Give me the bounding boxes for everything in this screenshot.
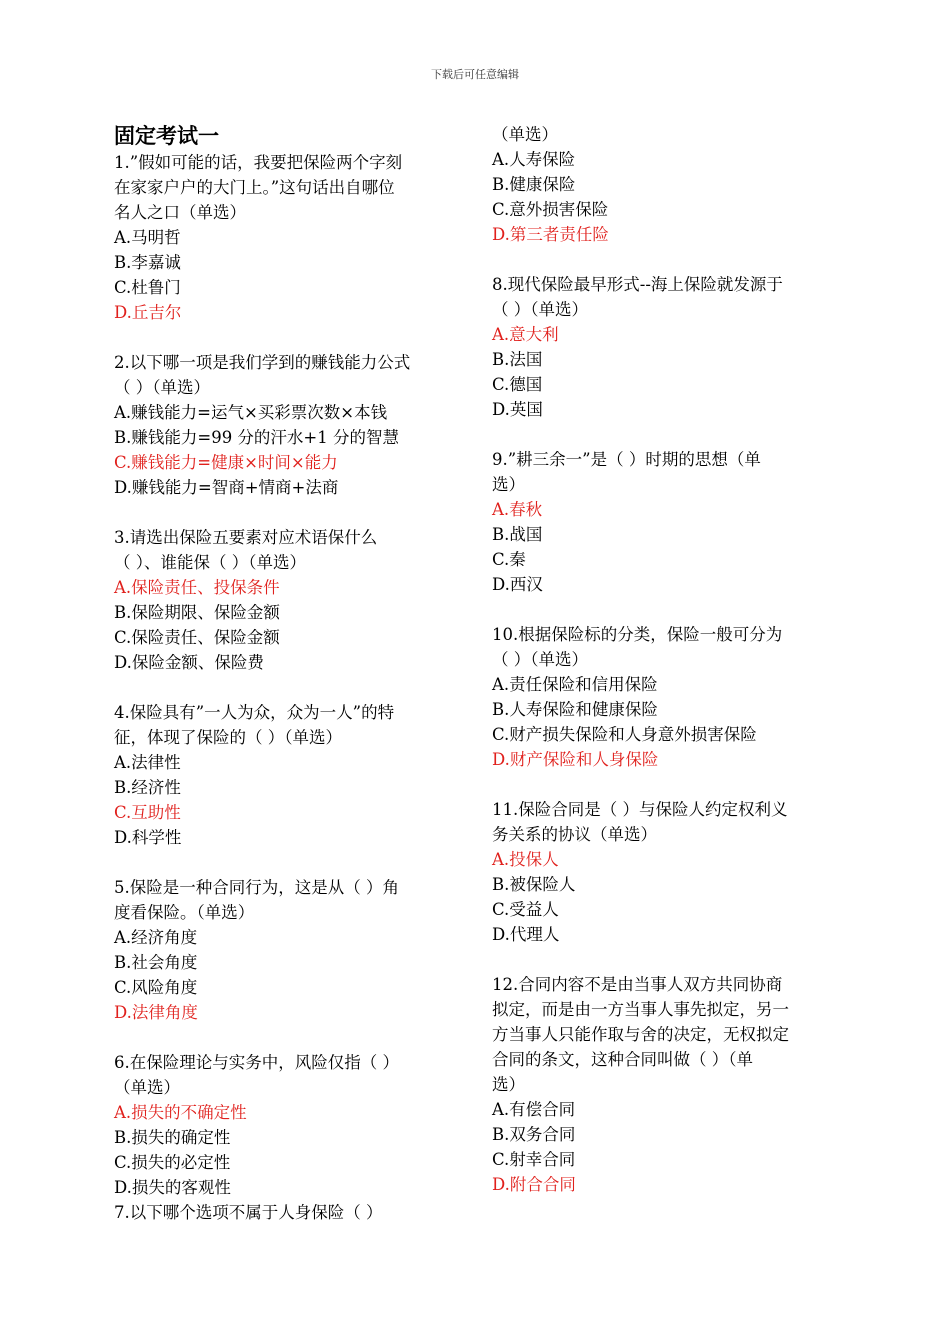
answer-option: A.人寿保险 — [492, 150, 576, 169]
answer-option-correct: A.投保人 — [492, 850, 559, 869]
answer-option: B.双务合同 — [492, 1125, 576, 1144]
question-stem-line: （ ）（单选） — [492, 650, 588, 669]
answer-option: B.赚钱能力=99 分的汗水+1 分的智慧 — [114, 428, 400, 447]
question-7-stem — [114, 1200, 460, 1225]
question-stem-line: 选） — [492, 475, 525, 494]
question-stem-line: 度看保险。（单选） — [114, 903, 255, 922]
question-2 — [114, 350, 460, 500]
answer-option: A.责任保险和信用保险 — [492, 675, 658, 694]
answer-option-correct: D.第三者责任险 — [492, 225, 609, 244]
question-5 — [114, 875, 460, 1025]
question-stem-line: 7.以下哪个选项不属于人身保险（ ） — [114, 1203, 383, 1222]
answer-option: A.有偿合同 — [492, 1100, 576, 1119]
answer-option: B.损失的确定性 — [114, 1128, 231, 1147]
answer-option: B.保险期限、保险金额 — [114, 603, 280, 622]
question-7-rest — [492, 122, 838, 247]
question-stem-line: 11.保险合同是（ ）与保险人约定权利义 — [492, 800, 788, 819]
question-1 — [114, 150, 460, 325]
answer-option: C.意外损害保险 — [492, 200, 609, 219]
question-stem-line: 拟定，而是由一方当事人事先拟定，另一 — [492, 1000, 789, 1019]
answer-option: B.健康保险 — [492, 175, 576, 194]
question-stem-line: （ ）（单选） — [492, 300, 588, 319]
question-stem-line: 9.”耕三余一”是（ ）时期的思想（单 — [492, 450, 761, 469]
answer-option-correct: D.法律角度 — [114, 1003, 198, 1022]
page-header-note: 下载后可任意编辑 — [431, 68, 519, 81]
question-stem-line: 12.合同内容不是由当事人双方共同协商 — [492, 975, 783, 994]
right-column — [492, 122, 838, 1197]
question-stem-line: （单选） — [492, 125, 558, 144]
answer-option: B.战国 — [492, 525, 543, 544]
answer-option: B.被保险人 — [492, 875, 576, 894]
answer-option: D.西汉 — [492, 575, 543, 594]
question-stem-line: 方当事人只能作取与舍的决定，无权拟定 — [492, 1025, 789, 1044]
answer-option: C.秦 — [492, 550, 526, 569]
question-stem-line: 在家家户户的大门上。”这句话出自哪位 — [114, 178, 395, 197]
answer-option: A.赚钱能力=运气×买彩票次数×本钱 — [114, 403, 388, 422]
question-stem-line: 4.保险具有”一人为众，众为一人”的特 — [114, 703, 395, 722]
answer-option: C.损失的必定性 — [114, 1153, 231, 1172]
question-stem-line: 1.”假如可能的话，我要把保险两个字刻 — [114, 153, 403, 172]
answer-option: C.德国 — [492, 375, 543, 394]
answer-option-correct: A.保险责任、投保条件 — [114, 578, 280, 597]
answer-option: A.经济角度 — [114, 928, 198, 947]
answer-option: D.英国 — [492, 400, 543, 419]
question-8 — [492, 272, 838, 422]
question-stem-line: 10.根据保险标的分类，保险一般可分为 — [492, 625, 783, 644]
question-9 — [492, 447, 838, 597]
answer-option: B.社会角度 — [114, 953, 198, 972]
answer-option: C.财产损失保险和人身意外损害保险 — [492, 725, 757, 744]
answer-option-correct: C.赚钱能力=健康×时间×能力 — [114, 453, 338, 472]
question-stem-line: （ ）、谁能保（ ）（单选） — [114, 553, 306, 572]
answer-option: C.杜鲁门 — [114, 278, 181, 297]
answer-option-correct: D.丘吉尔 — [114, 303, 182, 322]
answer-option: C.保险责任、保险金额 — [114, 628, 280, 647]
question-stem-line: 征，体现了保险的（ ）（单选） — [114, 728, 342, 747]
page-title: 固定考试一 — [114, 124, 219, 148]
question-stem-line: 5.保险是一种合同行为，这是从（ ）角 — [114, 878, 399, 897]
question-stem-line: 2.以下哪一项是我们学到的赚钱能力公式 — [114, 353, 411, 372]
question-stem-line: 务关系的协议（单选） — [492, 825, 657, 844]
left-column — [114, 122, 460, 1225]
question-stem-line: 合同的条文，这种合同叫做（ ）（单 — [492, 1050, 753, 1069]
answer-option: D.科学性 — [114, 828, 182, 847]
answer-option: B.经济性 — [114, 778, 181, 797]
question-stem-line: 选） — [492, 1075, 525, 1094]
question-stem-line: （ ）（单选） — [114, 378, 210, 397]
question-stem-line: 3.请选出保险五要素对应术语保什么 — [114, 528, 378, 547]
answer-option: B.人寿保险和健康保险 — [492, 700, 658, 719]
answer-option: D.赚钱能力=智商+情商+法商 — [114, 478, 339, 497]
answer-option: D.损失的客观性 — [114, 1178, 231, 1197]
answer-option-correct: D.附合合同 — [492, 1175, 576, 1194]
answer-option-correct: A.春秋 — [492, 500, 543, 519]
answer-option: B.法国 — [492, 350, 543, 369]
answer-option-correct: A.意大利 — [492, 325, 559, 344]
answer-option: D.代理人 — [492, 925, 560, 944]
answer-option: C.受益人 — [492, 900, 559, 919]
question-stem-line: 6.在保险理论与实务中，风险仅指（ ） — [114, 1053, 399, 1072]
question-12 — [492, 972, 838, 1197]
question-10 — [492, 622, 838, 772]
answer-option-correct: A.损失的不确定性 — [114, 1103, 247, 1122]
question-6 — [114, 1050, 460, 1200]
answer-option: C.射幸合同 — [492, 1150, 576, 1169]
question-stem-line: 8.现代保险最早形式--海上保险就发源于 — [492, 275, 783, 294]
answer-option: A.马明哲 — [114, 228, 181, 247]
answer-option: B.李嘉诚 — [114, 253, 181, 272]
question-11 — [492, 797, 838, 947]
answer-option: D.保险金额、保险费 — [114, 653, 264, 672]
question-stem-line: （单选） — [114, 1078, 180, 1097]
answer-option: A.法律性 — [114, 753, 181, 772]
question-4 — [114, 700, 460, 850]
answer-option-correct: C.互助性 — [114, 803, 181, 822]
question-stem-line: 名人之口（单选） — [114, 203, 246, 222]
answer-option: C.风险角度 — [114, 978, 198, 997]
question-3 — [114, 525, 460, 675]
answer-option-correct: D.财产保险和人身保险 — [492, 750, 659, 769]
